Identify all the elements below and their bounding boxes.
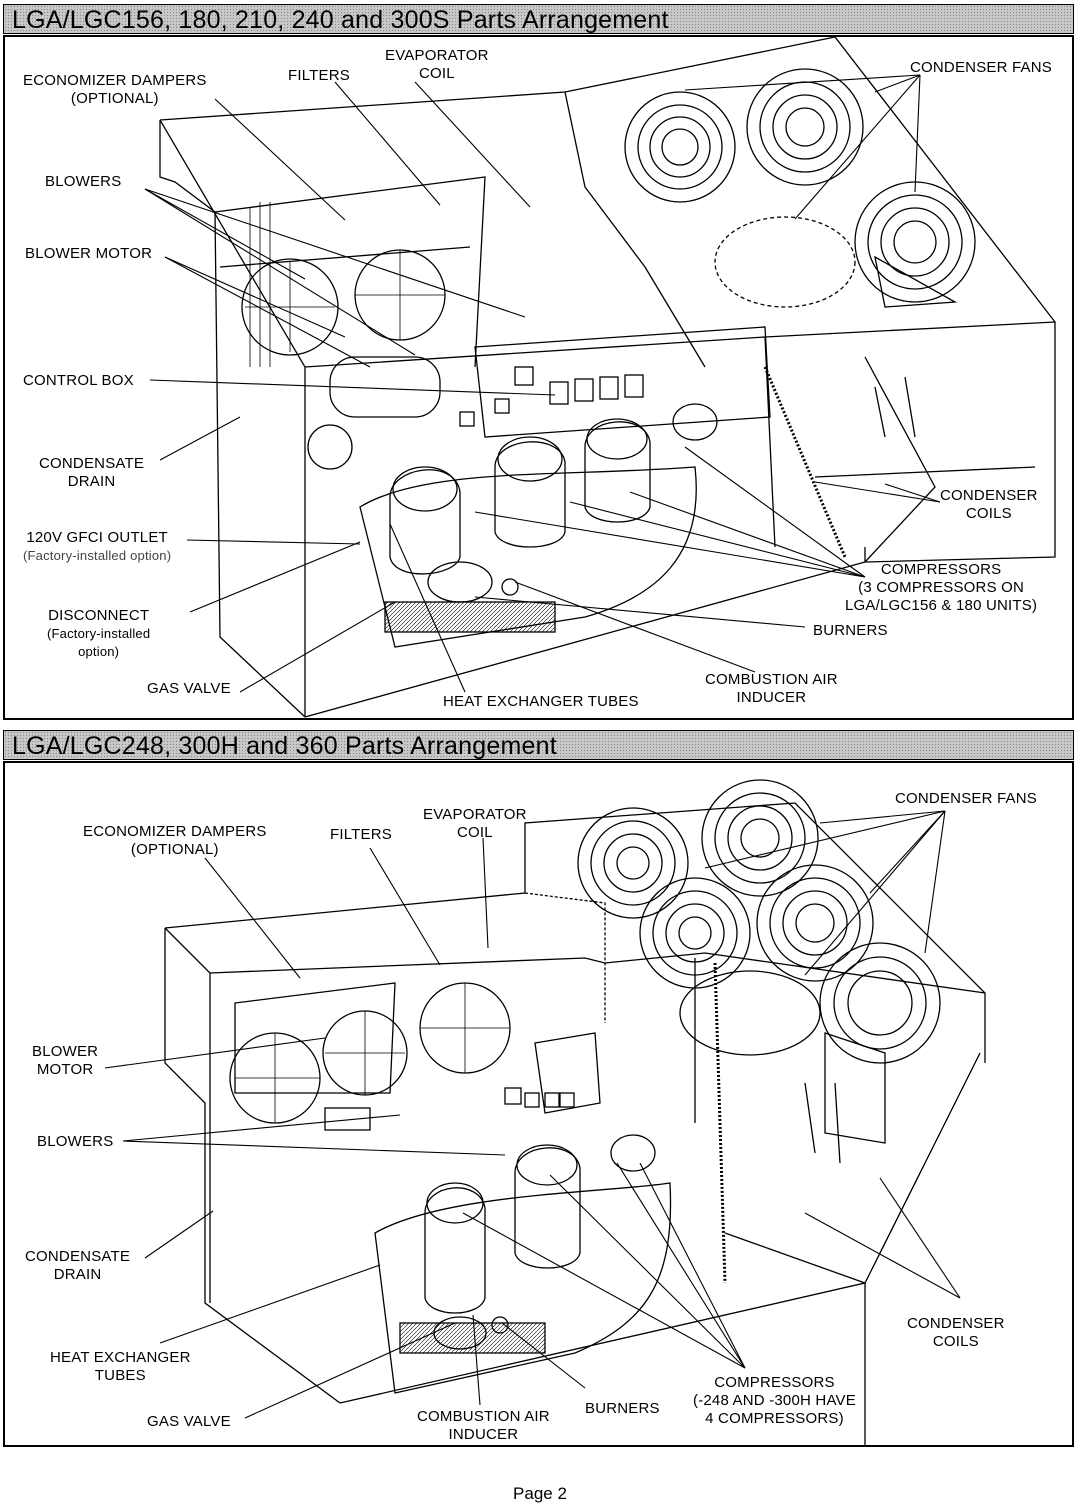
bottom-label-evaporator: EVAPORATOR COIL (423, 806, 527, 841)
bottom-label-condenser-fans: CONDENSER FANS (895, 790, 1037, 807)
top-label-evaporator: EVAPORATOR COIL (385, 47, 489, 82)
bottom-label-filters: FILTERS (330, 826, 392, 843)
top-label-gas-valve: GAS VALVE (147, 680, 231, 697)
bottom-label-gas-valve: GAS VALVE (147, 1413, 231, 1430)
top-label-economizer: ECONOMIZER DAMPERS (OPTIONAL) (23, 72, 207, 107)
bottom-section-title (3, 730, 1074, 760)
top-label-control-box: CONTROL BOX (23, 372, 134, 389)
top-label-blowers: BLOWERS (45, 173, 122, 190)
bottom-label-blower-motor: BLOWER MOTOR (32, 1043, 99, 1078)
top-label-filters: FILTERS (288, 67, 350, 84)
bottom-label-burners: BURNERS (585, 1400, 660, 1417)
top-label-burners: BURNERS (813, 622, 888, 639)
page-number: Page 2 (513, 1484, 567, 1503)
bottom-label-blowers: BLOWERS (37, 1133, 114, 1150)
top-unit-illustration (5, 37, 1072, 718)
top-diagram-panel (3, 35, 1074, 720)
bottom-label-compressors: COMPRESSORS (-248 AND -300H HAVE 4 COMPRESSORS) (693, 1374, 856, 1427)
top-label-condensate-drain: CONDENSATE DRAIN (39, 455, 145, 490)
top-label-combustion: COMBUSTION AIR INDUCER (705, 671, 838, 706)
bottom-label-economizer: ECONOMIZER DAMPERS (OPTIONAL) (83, 823, 267, 858)
top-leader-lines (145, 75, 940, 692)
top-label-condenser-fans: CONDENSER FANS (910, 59, 1052, 76)
top-section-title (3, 4, 1074, 34)
top-label-compressors: COMPRESSORS (3 COMPRESSORS ON LGA/LGC156 & 180 UNITS) (845, 561, 1038, 614)
top-label-disconnect: DISCONNECT (Factory-installed option) (47, 607, 151, 659)
top-label-gfci: 120V GFCI OUTLET (Factory-installed option) (23, 529, 172, 563)
top-label-condenser-coils: CONDENSER COILS (940, 487, 1038, 522)
bottom-label-condensate-drain: CONDENSATE DRAIN (25, 1248, 131, 1283)
bottom-diagram-panel (3, 761, 1074, 1447)
top-label-heat-exchanger: HEAT EXCHANGER TUBES (443, 693, 639, 710)
bottom-label-combustion: COMBUSTION AIR INDUCER (417, 1408, 550, 1443)
top-label-blower-motor: BLOWER MOTOR (25, 245, 153, 262)
bottom-label-heat-exchanger: HEAT EXCHANGER TUBES (50, 1349, 191, 1384)
bottom-label-condenser-coils: CONDENSER COILS (907, 1315, 1005, 1350)
bottom-title-text: LGA/LGC248, 300H and 360 Parts Arrangement (12, 732, 557, 760)
top-title-text: LGA/LGC156, 180, 210, 240 and 300S Parts Arrangement (12, 6, 669, 34)
